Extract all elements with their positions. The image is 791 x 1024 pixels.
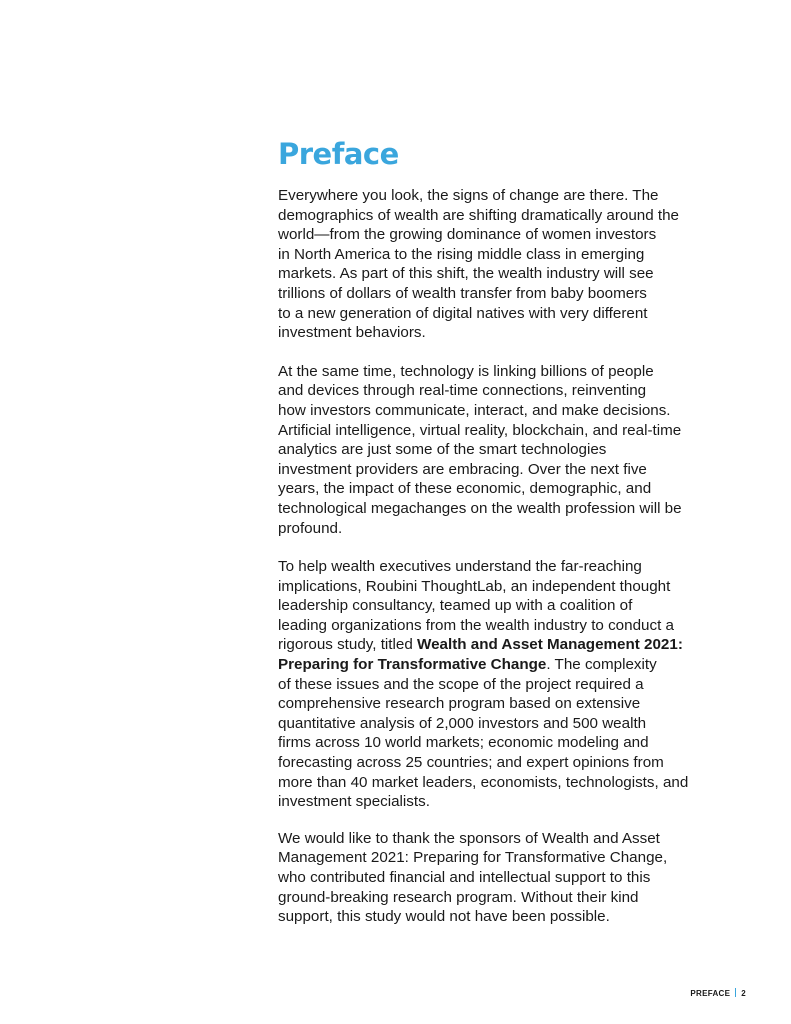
paragraph-line: trillions of dollars of wealth transfer from baby boomers xyxy=(278,284,647,302)
paragraph-line: world—from the growing dominance of women investors xyxy=(278,226,657,244)
paragraph-line: leadership consultancy, teamed up with a coalition of xyxy=(278,597,633,615)
paragraph-line: support, this study would not have been possible. xyxy=(278,908,610,926)
paragraph-4 xyxy=(278,829,708,927)
paragraph-line: Artificial intelligence, virtual reality, blockchain, and real-time xyxy=(278,421,682,439)
paragraph-line: to a new generation of digital natives with very different xyxy=(278,304,648,322)
footer-section-label: PREFACE xyxy=(690,989,731,998)
page-title: Preface xyxy=(278,137,399,171)
paragraph-line: who contributed financial and intellectual support to this xyxy=(278,869,651,886)
study-title-bold: Preparing for Transformative Change xyxy=(278,656,547,674)
paragraph-line: Management 2021: Preparing for Transformative Change, xyxy=(278,849,668,867)
paragraph-line: more than 40 market leaders, economists, technologists, and xyxy=(278,773,689,791)
footer-divider xyxy=(735,988,736,997)
paragraph-line: leading organizations from the wealth industry to conduct a xyxy=(278,616,674,634)
paragraph-line: technological megachanges on the wealth profession will be xyxy=(278,499,682,517)
paragraph-line: in North America to the rising middle class in emerging xyxy=(278,245,645,263)
paragraph-line: analytics are just some of the smart technologies xyxy=(278,441,607,459)
paragraph-line: ground-breaking research program. Without their kind xyxy=(278,888,639,906)
paragraph-line: investment providers are embracing. Over the next five xyxy=(278,460,647,478)
paragraph-line: Everywhere you look, the signs of change are there. The xyxy=(278,187,659,204)
page-footer xyxy=(690,988,746,998)
study-title-bold: Wealth and Asset Management 2021: xyxy=(417,636,683,654)
line-text: rigorous study, titled xyxy=(278,636,418,654)
paragraph-line: of these issues and the scope of the project required a xyxy=(278,675,644,693)
paragraph-line: To help wealth executives understand the far-reaching xyxy=(278,558,642,576)
paragraph-1 xyxy=(278,186,708,343)
page-number: 2 xyxy=(741,989,746,998)
paragraph-line: investment specialists. xyxy=(278,793,430,811)
paragraph-line: forecasting across 25 countries; and expert opinions from xyxy=(278,754,664,772)
paragraph-line: quantitative analysis of 2,000 investors and 500 wealth xyxy=(278,714,647,732)
paragraph-line: and devices through real-time connections, reinventing xyxy=(278,382,647,400)
paragraph-line: investment behaviors. xyxy=(278,324,426,342)
paragraph-line: markets. As part of this shift, the wealth industry will see xyxy=(278,265,654,283)
paragraph-line: demographics of wealth are shifting dramatically around the xyxy=(278,206,680,224)
paragraph-line: profound. xyxy=(278,519,343,537)
paragraph-line: how investors communicate, interact, and make decisions. xyxy=(278,401,671,419)
paragraph-line xyxy=(278,635,708,655)
paragraph-2 xyxy=(278,362,708,538)
paragraph-line: comprehensive research program based on extensive xyxy=(278,695,641,713)
paragraph-line: implications, Roubini ThoughtLab, an independent thought xyxy=(278,577,671,595)
paragraph-line: At the same time, technology is linking billions of people xyxy=(278,362,654,380)
body-text xyxy=(278,186,708,927)
paragraph-line: years, the impact of these economic, demographic, and xyxy=(278,480,652,498)
paragraph-line: We would like to thank the sponsors of Wealth and Asset xyxy=(278,829,660,847)
paragraph-line: firms across 10 world markets; economic modeling and xyxy=(278,734,649,752)
paragraph-line xyxy=(278,655,708,675)
line-text: . The complexity xyxy=(546,656,657,674)
paragraph-3 xyxy=(278,557,708,812)
